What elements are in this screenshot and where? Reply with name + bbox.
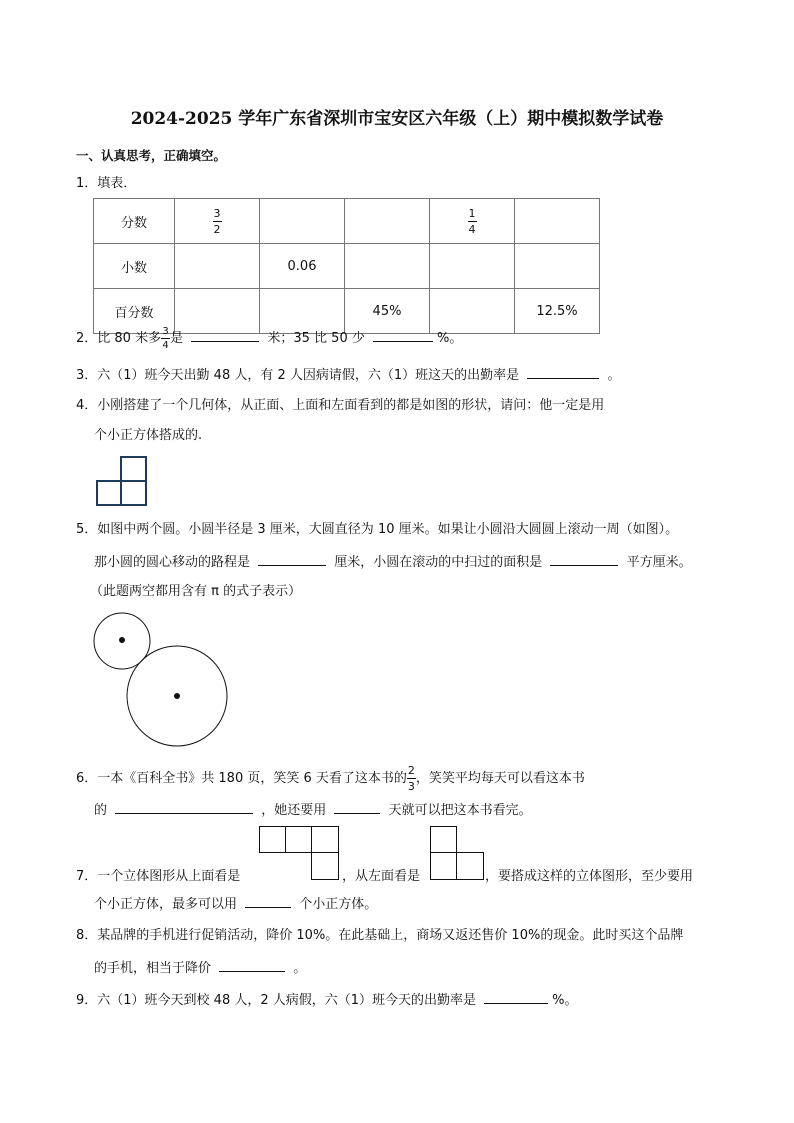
q3-text-b: 。 <box>607 368 621 383</box>
q5-circles-figure <box>93 612 233 752</box>
top-view-square-1 <box>260 827 286 853</box>
q8-text-a: 的手机，相当于降价 <box>94 961 212 976</box>
cell-fraction: $\frac{1}{4}$ <box>468 206 476 236</box>
table-cell <box>175 199 260 244</box>
top-view-square-2 <box>286 827 312 853</box>
question-9 <box>76 989 578 1011</box>
cell-fraction: $\frac{3}{2}$ <box>213 206 221 236</box>
q8-text-b: 。 <box>293 961 307 976</box>
row-label: 百分数 <box>94 289 175 334</box>
question-6-line-2 <box>94 799 532 821</box>
cube-square-bottom-left <box>97 481 121 505</box>
question-5-line-2 <box>94 551 692 573</box>
q5-text-b: 厘米，小圆在滚动的中扫过的面积是 <box>334 555 543 570</box>
q9-text-a: 9．六（1）班今天到校 48 人，2 人病假，六（1）班今天的出勤率是 <box>76 993 477 1008</box>
q7-blank[interactable] <box>245 893 291 908</box>
q9-text-b: %。 <box>552 993 578 1008</box>
q6-blank-2[interactable] <box>334 799 380 814</box>
q4-cube-figure <box>96 456 148 508</box>
small-circle-center <box>119 637 125 643</box>
table-cell <box>430 199 515 244</box>
table-cell[interactable] <box>345 199 430 244</box>
page-title: 2024-2025 学年广东省深圳市宝安区六年级（上）期中模拟数学试卷 <box>130 109 664 129</box>
question-8-line-2 <box>94 957 306 979</box>
table-cell: 0.06 <box>260 244 345 289</box>
q7-text-e: 个小正方体。 <box>299 897 378 912</box>
left-view-square-1 <box>431 827 457 853</box>
q5-text-a: 那小圆的圆心移动的路程是 <box>94 555 251 570</box>
q6-text-b: ，笑笑平均每天可以看这本书 <box>415 771 585 786</box>
question-6-line-1 <box>76 764 585 793</box>
q9-blank[interactable] <box>484 989 548 1004</box>
question-2 <box>76 326 462 351</box>
question-1-prompt: 1．填表． <box>76 176 137 191</box>
q6-fraction: $\frac{2}{3}$ <box>407 764 415 793</box>
table-cell[interactable] <box>430 244 515 289</box>
q2-blank-1[interactable] <box>191 327 259 342</box>
q6-text-a: 6．一本《百科全书》共 180 页，笑笑 6 天看了这本书的 <box>76 771 407 786</box>
q6-text-d: ，她还要用 <box>261 803 327 818</box>
table-cell[interactable] <box>515 244 600 289</box>
left-view-square-3 <box>457 853 484 880</box>
question-3 <box>76 364 620 386</box>
q7-text-c: ，要搭成这样的立体图形，至少要用 <box>485 869 694 884</box>
section-heading: 一、认真思考，正确填空。 <box>76 148 227 163</box>
question-4-line-2: 个小正方体搭成的. <box>94 428 203 443</box>
q6-text-c: 的 <box>94 803 108 818</box>
fill-table <box>93 198 600 334</box>
row-label: 小数 <box>94 244 175 289</box>
table-cell[interactable] <box>515 199 600 244</box>
table-row <box>94 199 600 244</box>
q2-text-a: 2．比 80 米多 <box>76 331 162 346</box>
q8-blank[interactable] <box>219 957 285 972</box>
table-cell[interactable] <box>345 244 430 289</box>
q7-text-a: 7．一个立体图形从上面看是 <box>76 869 241 884</box>
q2-text-b: 是 <box>170 331 184 346</box>
question-5-line-3: （此题两空都用含有 π 的式子表示） <box>90 584 302 599</box>
q2-blank-2[interactable] <box>373 327 433 342</box>
q6-text-e: 天就可以把这本书看完。 <box>388 803 532 818</box>
table-cell: 45% <box>345 289 430 334</box>
table-row <box>94 244 600 289</box>
q3-text-a: 3．六（1）班今天出勤 48 人，有 2 人因病请假，六（1）班这天的出勤率是 <box>76 368 520 383</box>
q7-text-b: ，从左面看是 <box>342 869 421 884</box>
q3-blank[interactable] <box>527 364 599 379</box>
q6-blank-1[interactable] <box>115 799 253 814</box>
left-view-square-2 <box>431 853 457 880</box>
table-cell[interactable] <box>175 244 260 289</box>
q7-left-view-figure <box>430 826 486 882</box>
table-cell: 12.5% <box>515 289 600 334</box>
cube-square-top <box>121 457 146 481</box>
q5-blank-1[interactable] <box>258 551 326 566</box>
question-7-line-2 <box>94 893 377 915</box>
q2-fraction: $\frac{3}{4}$ <box>162 326 169 351</box>
large-circle-center <box>174 693 180 699</box>
q5-text-c: 平方厘米。 <box>626 555 692 570</box>
cube-square-bottom-right <box>121 481 146 505</box>
q5-blank-2[interactable] <box>550 551 618 566</box>
q7-top-view-figure <box>259 826 341 882</box>
question-5-line-1: 5．如图中两个圆。小圆半径是 3 厘米，大圆直径为 10 厘米。如果让小圆沿大圆圆上滚动一周（如图）。 <box>76 522 679 537</box>
q7-text-d: 个小正方体，最多可以用 <box>94 897 238 912</box>
top-view-square-3 <box>312 827 339 853</box>
row-label: 分数 <box>94 199 175 244</box>
q2-text-c: 米；35 比 50 少 <box>267 331 365 346</box>
top-view-square-4 <box>312 853 339 880</box>
q2-text-d: %。 <box>437 331 463 346</box>
question-8-line-1: 8．某品牌的手机进行促销活动，降价 10%。在此基础上，商场又返还售价 10%的现金。此时买这个品牌 <box>76 928 684 943</box>
table-cell[interactable] <box>260 199 345 244</box>
question-4-line-1: 4．小刚搭建了一个几何体，从正面、上面和左面看到的都是如图的形状，请问：他一定是用 <box>76 398 605 413</box>
